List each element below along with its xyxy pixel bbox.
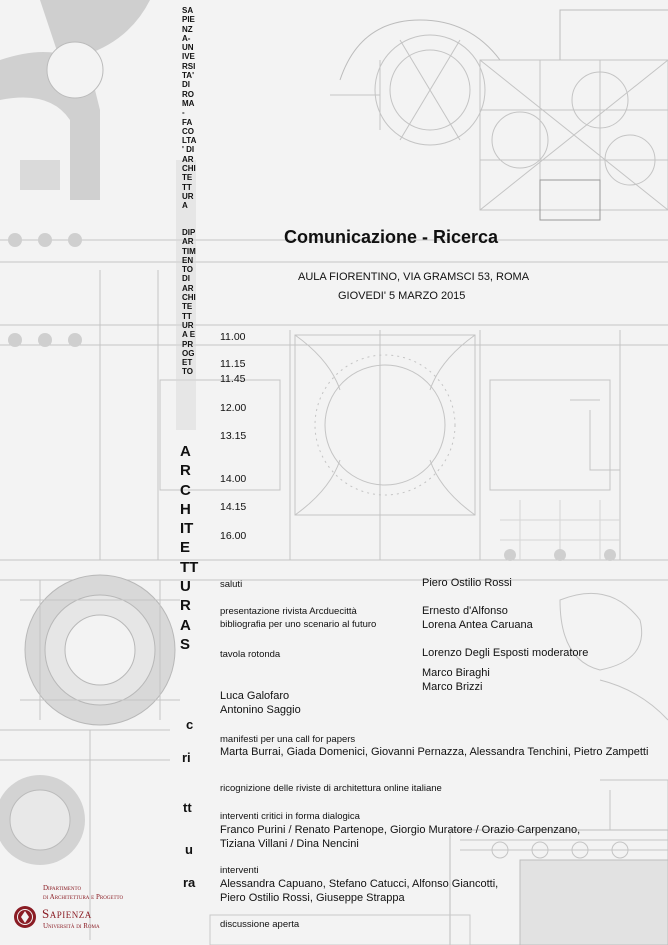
time-7: 14.15 [220,501,247,513]
critici-line-2: Tiziana Villani / Dina Nencini [220,838,359,850]
vertical-letter-group: TT [182,182,192,192]
item-bibliografia: bibliografia per uno scenario al futuro [220,619,377,630]
vertical-letter-group: SA [182,6,194,15]
speaker-saluti: Piero Ostilio Rossi [422,577,512,589]
vertical-letter-group: NZ [182,24,193,34]
item-manifesti: manifesti per una call for papers [220,734,356,745]
item-presentazione: presentazione rivista Arcduecittà [220,606,357,617]
vertical-letter-group: PR [182,339,194,349]
vertical-letter-group: TA' [182,71,194,81]
time-2: 11.15 [220,358,246,370]
vertical-letter-group: UR [182,320,194,330]
vertical-letter-group: C [180,481,191,499]
manifesti-speakers: Marta Burrai, Giada Domenici, Giovanni Pernazza, Alessandra Tenchini, Pietro Zampetti [220,746,649,758]
speaker-presentazione-1: Ernesto d'Alfonso [422,605,508,617]
vertical-letter-group: CHI [182,164,196,174]
vertical-letter-group: LTA [182,136,197,146]
logo-department [43,884,123,902]
logo-name: Sapienza [42,906,92,921]
university-vertical-header [182,6,196,211]
vertical-letter-group: A [180,443,191,460]
vertical-letter-group: IT [180,520,194,538]
vertical-letter-group: H [180,500,191,518]
vertical-letter-group: U [180,578,191,596]
event-date: GIOVEDI' 5 MARZO 2015 [338,290,466,302]
vertical-letter-group: TE [182,302,193,312]
vertical-letter-group: OG [182,348,195,358]
time-1: 11.00 [220,331,246,343]
vertical-letter-group: AR [182,237,194,247]
item-tavola: tavola rotonda [220,649,281,660]
vertical-letter-group: A E [182,330,196,340]
vertical-letter-group: PIE [182,15,195,25]
time-8: 16.00 [220,530,247,542]
tavola-speaker-2: Marco Brizzi [422,681,483,693]
vertical-letter-group: RO [182,89,194,99]
vertical-letter-group: S [180,635,191,653]
vertical-letter-group: DI [182,80,190,90]
tavola-speaker-3: Luca Galofaro [220,690,290,702]
interventi-line-2: Piero Ostilio Rossi, Giuseppe Strappa [220,892,405,904]
scrittura-letter: c [186,717,194,732]
scrittura-letter: ri [182,750,191,765]
vertical-letter-group: R [180,462,191,480]
interventi-line-1: Alessandra Capuano, Stefano Catucci, Alfonso Giancotti, [220,878,499,890]
vertical-letter-group: UR [182,191,194,201]
vertical-letter-group: CO [182,126,194,136]
time-5: 13.15 [220,430,247,442]
vertical-letter-group: ET [182,358,193,368]
item-ricognizione: ricognizione delle riviste di architettura online italiane [220,783,442,794]
vertical-letter-group: CHI [182,293,196,303]
scrittura-letter: u [185,842,193,857]
sapienza-seal-icon [13,905,37,929]
logo-department-line1: Dipartimento [43,884,82,892]
item-interventi-critici: interventi critici in forma dialogica [220,811,360,822]
item-discussione: discussione aperta [220,919,300,930]
vertical-letter-group: DI [182,274,190,284]
vertical-letter-group: TT [182,311,192,321]
vertical-letter-group: ' DI [182,145,195,155]
vertical-letter-group: DIP [182,228,196,237]
vertical-letter-group: A [182,201,188,211]
time-4: 12.00 [220,402,247,414]
vertical-letter-group: - [182,108,185,118]
vertical-letter-group: FA [182,117,193,127]
vertical-letter-group: A [180,616,191,634]
vertical-letter-group: RSI [182,61,196,71]
time-6: 14.00 [220,473,247,485]
vertical-letter-group: TO [182,367,193,377]
tavola-speaker-4: Antonino Saggio [220,704,301,716]
logo-department-line2: di Architettura e Progetto [43,893,124,901]
event-title: Comunicazione - Ricerca [284,227,499,247]
vertical-letter-group: E [180,539,191,557]
vertical-letter-group: EN [182,255,194,265]
vertical-letter-group: UN [182,43,194,53]
speaker-presentazione-2: Lorena Antea Caruana [422,619,533,631]
vertical-letter-group: TO [182,265,193,275]
vertical-letter-group: AR [182,283,194,293]
event-venue: AULA FIORENTINO, VIA GRAMSCI 53, ROMA [298,271,530,283]
time-3: 11.45 [220,373,246,385]
critici-line-1: Franco Purini / Renato Partenope, Giorgio Muratore / Orazio Carpenzano, [220,824,581,836]
vertical-letter-group: MA [182,98,195,108]
vertical-letter-group: A- [182,33,191,43]
scrittura-letter: tt [183,800,192,815]
logo-sub: Università di Roma [43,922,100,930]
vertical-letter-group: TT [180,558,199,576]
vertical-letter-group: AR [182,154,194,164]
tavola-moderator: Lorenzo Degli Esposti moderatore [422,647,589,659]
vertical-letter-group: TE [182,173,193,183]
department-vertical-header [182,228,196,377]
item-saluti: saluti [220,579,243,590]
architettura-vertical-word [180,442,198,654]
vertical-letter-group: IVE [182,52,195,62]
scrittura-letter: ra [183,875,196,890]
vertical-letter-group: TIM [182,246,196,256]
item-interventi: interventi [220,865,259,876]
vertical-letter-group: R [180,597,191,615]
tavola-speaker-1: Marco Biraghi [422,667,490,679]
